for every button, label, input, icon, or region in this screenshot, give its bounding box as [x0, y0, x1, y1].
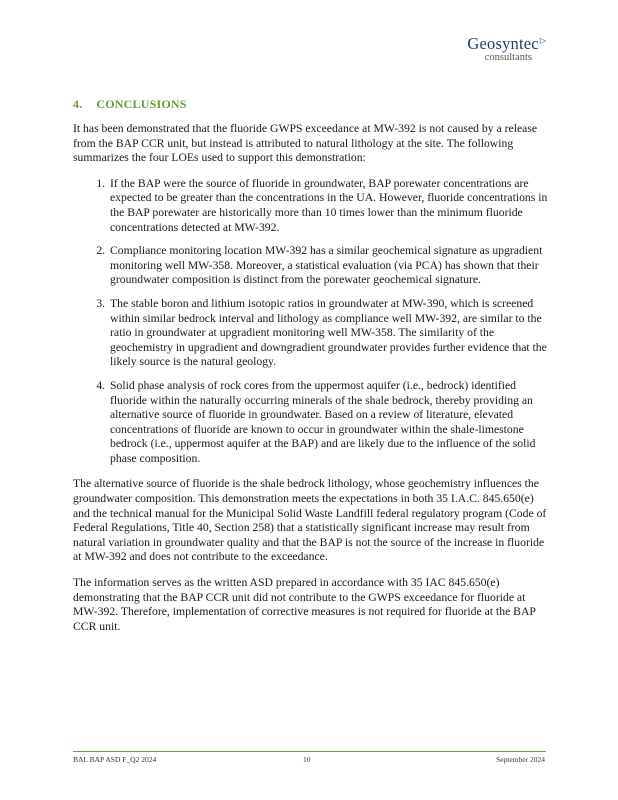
alternative-source-paragraph: The alternative source of fluoride is the shale bedrock lithology, whose geochemistry influences the groundwater composition. This demonstration meets the expectations in both 35 I.A.C. 845.650(e) and the technical manual for the Municipal Solid Waste Landfill federal regulatory program (Code of Federal Regulations, Title 40, Section 258) that a statistically significant increase may result from natural variation in groundwater quality and that the BAP is not the source of the increase in fluoride at MW-392 and does not contribute to the exceedance.	[73, 477, 547, 564]
list-item: 1. If the BAP were the source of fluoride in groundwater, BAP porewater concentrations are expected to be greater than the concentrations in the UA. However, fluoride concentrations in the BAP porewater are historically more than 10 times lower than the minimum fluoride concentrations detected at MW-392.	[108, 177, 551, 235]
logo-subtitle: consultants	[484, 52, 532, 63]
logo-triangle-icon: ▷	[539, 36, 546, 45]
document-body	[73, 122, 551, 645]
footer-divider	[73, 751, 546, 752]
list-item: 3. The stable boron and lithium isotopic ratios in groundwater at MW-390, which is screened within similar bedrock interval and lithology as compliance well MW-392, are similar to the ratio in groundwater at upgradient monitoring well MW-358. The similarity of the geochemistry in upgradient and downgradient groundwater provides further evidence that the likely source is the natural geology.	[108, 297, 551, 370]
intro-paragraph: It has been demonstrated that the fluoride GWPS exceedance at MW-392 is not caused by a release from the BAP CCR unit, but instead is attributed to natural lithology at the site. The following summarizes the four LOEs used to support this demonstration:	[73, 122, 538, 165]
list-item: 2. Compliance monitoring location MW-392 has a similar geochemical signature as upgradient monitoring well MW-358. Moreover, a statistical evaluation (via PCA) has shown that their groundwater composition is distinct from the porewater geochemical signature.	[108, 244, 551, 288]
company-logo	[467, 34, 546, 63]
list-item: 4. Solid phase analysis of rock cores from the uppermost aquifer (i.e., bedrock) identified fluoride within the naturally occurring minerals of the shale bedrock, thereby providing an alternative source of fluoride in groundwater. Based on a review of literature, elevated concentrations of fluoride are known to occur in groundwater within the shale-limestone bedrock (i.e., uppermost aquifer at the BAP) and are likely due to the influence of the solid phase composition.	[108, 379, 551, 467]
footer-date: September 2024	[496, 755, 545, 764]
footer-page-number: 10	[303, 755, 311, 764]
logo-name: Geosyntec	[467, 34, 539, 53]
section-number: 4.	[73, 97, 83, 111]
footer-document-id: BAL BAP ASD F_Q2 2024	[73, 755, 157, 764]
conclusion-paragraph: The information serves as the written ASD prepared in accordance with 35 IAC 845.650(e) demonstrating that the BAP CCR unit did not contribute to the GWPS exceedance for fluoride at MW-392. Therefore, implementation of corrective measures is not required for fluoride at the BAP CCR unit.	[73, 576, 536, 633]
section-title: CONCLUSIONS	[96, 97, 187, 111]
loe-list	[73, 177, 551, 467]
section-heading	[73, 97, 201, 112]
